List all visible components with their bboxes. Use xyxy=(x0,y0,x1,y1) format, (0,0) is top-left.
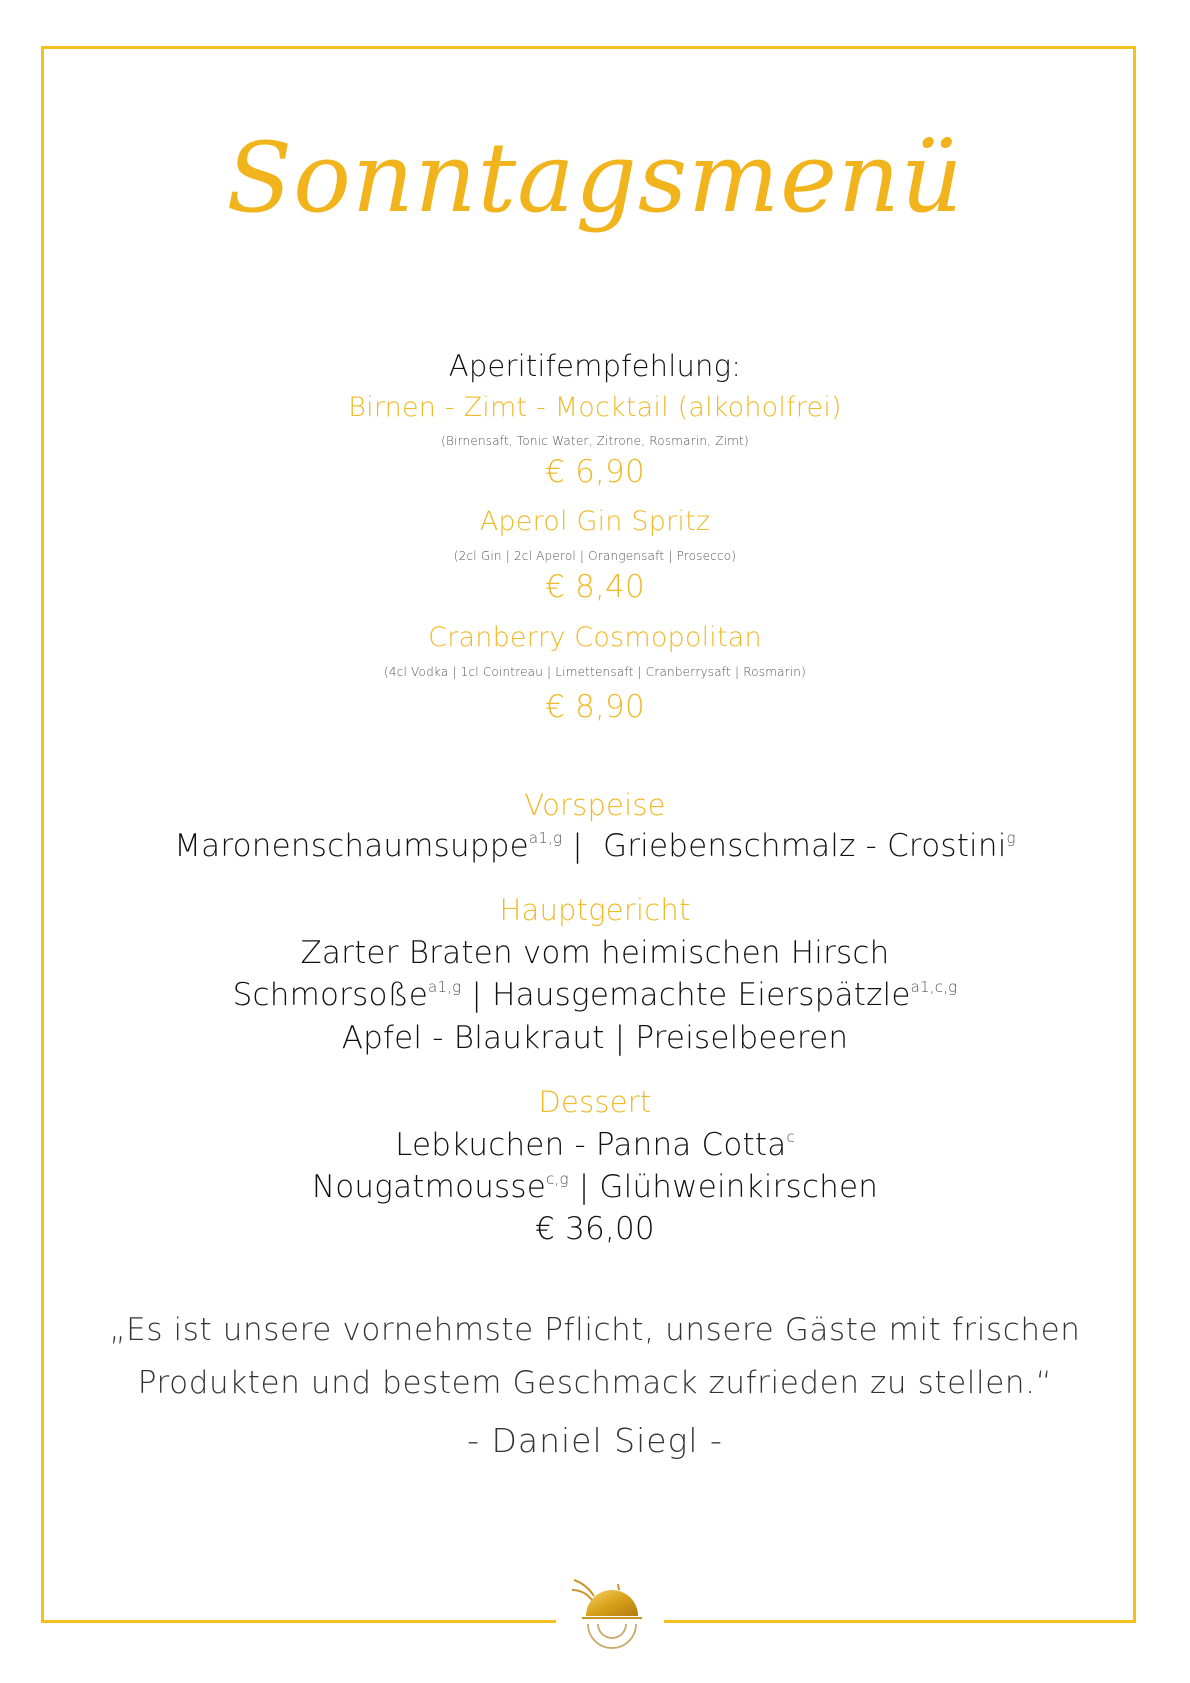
dish-name: Hausgemachte Eierspätzle xyxy=(492,977,911,1013)
aperitif-heading: Aperitifempfehlung: xyxy=(448,349,742,383)
drink-ingredients: (Birnensaft, Tonic Water, Zitrone, Rosmarin, Zimt) xyxy=(441,434,749,448)
dish-name: Griebenschmalz - Crostini xyxy=(603,828,1007,864)
drink-ingredients: (2cl Gin | 2cl Aperol | Orangensaft | Prosecco) xyxy=(453,549,737,563)
quote-line: „Es ist unsere vornehmste Pflicht, unsere Gäste mit frischen xyxy=(109,1312,1081,1348)
dish-line xyxy=(0,1125,1190,1165)
cloche-logo-icon xyxy=(566,1568,654,1656)
course-heading-main: Hauptgericht xyxy=(499,893,691,927)
dish-name: Glühweinkirschen xyxy=(599,1169,879,1205)
dish-name: Lebkuchen - Panna Cotta xyxy=(395,1127,787,1163)
dish-line xyxy=(0,975,1190,1015)
drink-price: € 8,40 xyxy=(545,569,645,605)
dish-line xyxy=(0,826,1190,866)
dish-name: Schmorsoße xyxy=(232,977,429,1013)
quote-author: - Daniel Siegl - xyxy=(467,1421,723,1460)
drink-name: Aperol Gin Spritz xyxy=(479,506,711,537)
allergen-codes: c,g xyxy=(546,1170,569,1188)
separator: | xyxy=(568,1169,600,1205)
course-heading-dessert: Dessert xyxy=(538,1085,652,1119)
dish-line: Apfel - Blaukraut | Preiselbeeren xyxy=(341,1020,849,1056)
allergen-codes: a1,c,g xyxy=(910,978,958,996)
quote-line: Produkten und bestem Geschmack zufrieden zu stellen.“ xyxy=(137,1365,1053,1401)
menu-price: € 36,00 xyxy=(535,1211,655,1247)
allergen-codes: g xyxy=(1006,829,1016,847)
drink-price: € 8,90 xyxy=(545,689,645,725)
page-title: Sonntagsmenü xyxy=(226,122,964,234)
dish-line xyxy=(0,1167,1190,1207)
drink-ingredients: (4cl Vodka | 1cl Cointreau | Limettensaft | Cranberrysaft | Rosmarin) xyxy=(383,665,806,679)
dish-name: Maronenschaumsuppe xyxy=(174,828,529,864)
separator: | xyxy=(562,828,604,864)
allergen-codes: a1,g xyxy=(428,978,462,996)
drink-price: € 6,90 xyxy=(545,454,645,490)
dish-line: Zarter Braten vom heimischen Hirsch xyxy=(300,935,890,971)
course-heading-starter: Vorspeise xyxy=(524,788,666,822)
drink-name: Birnen - Zimt - Mocktail (alkoholfrei) xyxy=(348,392,842,423)
allergen-codes: a1,g xyxy=(528,829,563,847)
drink-name: Cranberry Cosmopolitan xyxy=(428,622,762,653)
allergen-codes: c xyxy=(786,1128,795,1146)
separator: | xyxy=(461,977,493,1013)
dish-name: Nougatmousse xyxy=(311,1169,547,1205)
